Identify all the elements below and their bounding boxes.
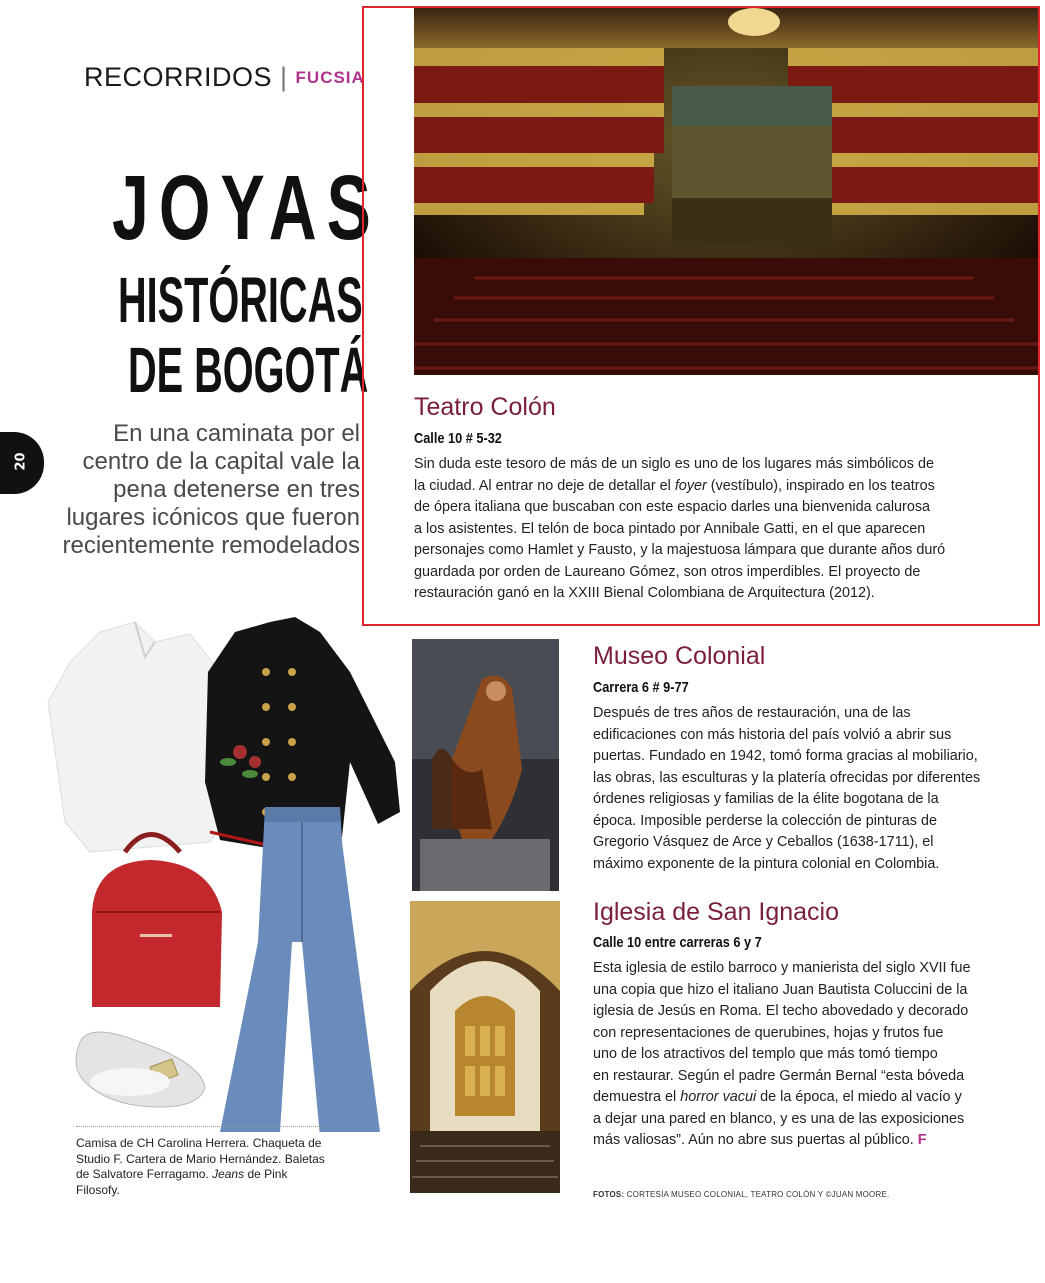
brand-name: FUCSIA — [295, 68, 365, 87]
body-line: a dejar una pared en blanco, y es una de las exposiciones — [593, 1110, 965, 1127]
end-mark: F — [917, 1132, 927, 1148]
caption-text: Camisa de CH Carolina Herrera. Chaqueta de Studio F. Cartera de Mario Hernández. Baletas de Salvatore Ferragamo. — [76, 1136, 325, 1181]
iglesia-san-ignacio-address: Calle 10 entre carreras 6 y 7 — [593, 934, 762, 951]
church-interior-illustration — [410, 901, 560, 1193]
body-line: guardada por orden de Laureano Gómez, son otros imperdibles. El proyecto de — [414, 563, 921, 580]
credits-text: CORTESÍA MUSEO COLONIAL, TEATRO COLÓN Y ©JUAN MOORE. — [624, 1190, 890, 1199]
fashion-caption — [76, 1136, 326, 1198]
body-line: Sin duda este tesoro de más de un siglo es uno de los lugares más simbólicos de — [414, 456, 934, 472]
body-line: Después de tres años de restauración, una de las — [593, 705, 911, 721]
body-line: época. Imposible perderse la colección de pinturas de — [593, 812, 937, 829]
highlight-frame — [362, 6, 1040, 626]
body-line — [593, 1087, 971, 1109]
body-line: uno de los atractivos del templo que más tomó tiempo — [593, 1046, 938, 1062]
section-header — [84, 62, 365, 93]
iglesia-san-ignacio-photo — [410, 901, 560, 1193]
photo-credits — [593, 1190, 889, 1199]
body-text: (vestíbulo), inspirado en los teatros — [706, 477, 935, 494]
museo-colonial-photo — [412, 639, 559, 891]
fashion-illustration — [30, 612, 410, 1132]
iglesia-san-ignacio-body — [593, 958, 971, 1152]
body-line: las obras, las esculturas y la platería ofrecidas por diferentes — [593, 769, 981, 786]
body-line: Gregorio Vásquez de Arce y Ceballos (1638-1711), el — [593, 834, 934, 850]
museo-colonial-title: Museo Colonial — [593, 642, 766, 670]
body-line — [593, 1130, 971, 1152]
body-italic: horror vacui — [680, 1089, 757, 1105]
page-number: 20 — [13, 452, 29, 471]
museo-colonial-body — [593, 703, 980, 875]
body-line: máximo exponente de la pintura colonial en Colombia. — [593, 855, 940, 872]
body-line: órdenes religiosas y familias de la élite bogotana de la — [593, 791, 939, 807]
credits-label: FOTOS: — [593, 1190, 625, 1199]
body-text: la ciudad. Al entrar no deje de detallar el — [414, 477, 675, 494]
intro-text: En una caminata por el centro de la capital vale la pena detenerse en tres lugares icónicos que fueron recientemente remodelados — [62, 420, 360, 559]
body-line: de ópera italiana que buscaban con este espacio darles una bienvenida calurosa — [414, 499, 931, 515]
body-text: más valiosas”. Aún no abre sus puertas al público. — [593, 1132, 918, 1148]
caption-italic: Jeans — [212, 1167, 245, 1181]
body-line: una copia que hizo el italiano Juan Bautista Coluccini de la — [593, 981, 968, 998]
teatro-colon-title: Teatro Colón — [414, 393, 556, 421]
title-line-2: HISTÓRICAS — [118, 264, 363, 336]
iglesia-san-ignacio-title: Iglesia de San Ignacio — [593, 898, 840, 926]
body-text: demuestra el — [593, 1089, 681, 1105]
body-line: en restaurar. Según el padre Germán Bernal “esta bóveda — [593, 1067, 965, 1084]
body-line: a los asistentes. El telón de boca pintado por Annibale Gatti, en el que aparecen — [414, 520, 926, 537]
body-line: edificaciones con más historia del país volvió a abrir sus — [593, 726, 952, 743]
body-line: Esta iglesia de estilo barroco y manierista del siglo XVII fue — [593, 960, 971, 976]
body-italic: foyer — [674, 477, 707, 494]
caption-divider — [76, 1126, 326, 1127]
body-line: puertas. Fundado en 1942, tomó forma gracias al mobiliario, — [593, 748, 978, 764]
fashion-products — [30, 612, 410, 1132]
caption-text: de Pink Filosofy. — [76, 1167, 288, 1197]
body-line: personajes como Hamlet y Fausto, y la majestuosa lámpara que durante años duró — [414, 542, 946, 558]
museo-colonial-address: Carrera 6 # 9-77 — [593, 679, 689, 696]
body-text: de la época, el miedo al vacío y — [756, 1089, 962, 1105]
section-name: RECORRIDOS — [84, 62, 273, 92]
body-line: con representaciones de querubines, hojas y frutos fue — [593, 1024, 944, 1041]
header-separator: | — [280, 62, 288, 92]
sculpture-illustration — [412, 639, 559, 891]
body-line: restauración ganó en la XXIII Bienal Colombiana de Arquitectura (2012). — [414, 585, 875, 601]
body-line: iglesia de Jesús en Roma. El techo abovedado y decorado — [593, 1003, 969, 1019]
title-line-1: JOYAS — [112, 157, 381, 259]
title-line-3: DE BOGOTÁ — [128, 334, 369, 406]
teatro-colon-address: Calle 10 # 5-32 — [414, 430, 502, 447]
